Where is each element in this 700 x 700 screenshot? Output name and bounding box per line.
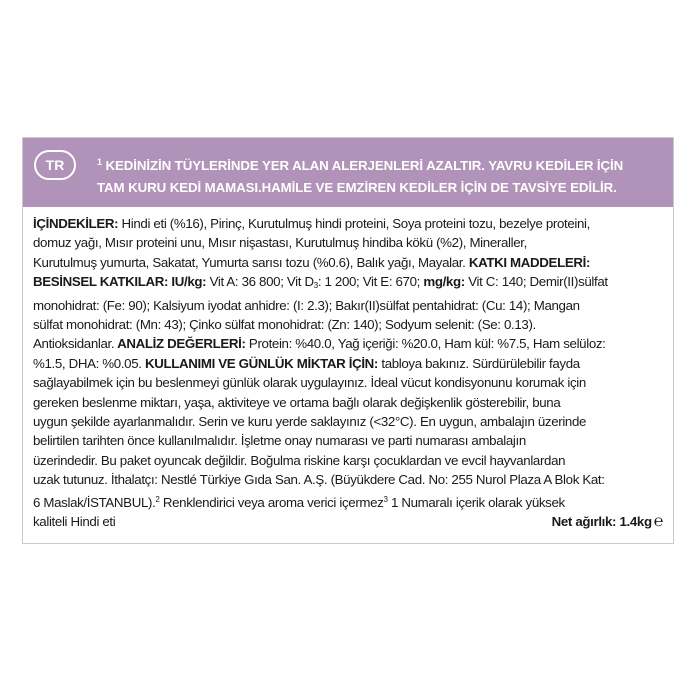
text-line: İÇİNDEKİLER: Hindi eti (%16), Pirinç, Kurutulmuş hindi proteini, Soya proteini tozu, bezelye proteini,: [33, 216, 591, 231]
text-line: monohidrat: (Fe: 90); Kalsiyum iyodat anhidre: (I: 2.3); Bakır(II)sülfat pentahidrat: (Cu: 14); Mangan: [33, 297, 580, 313]
text-line: Kurutulmuş yumurta, Sakatat, Yumurta sarısı tozu (%0.6), Balık yağı, Mayalar. KATKI MADDELERİ:: [33, 254, 591, 270]
net-weight: Net ağırlık: 1.4kg ℮: [551, 513, 663, 531]
text-line: uzak tutunuz. İthalatçı: Nestlé Türkiye Gıda San. A.Ş. (Büyükdere Cad. No: 255 Nurol Plaza A Blok Kat:: [33, 472, 605, 488]
text-line: Antioksidanlar. ANALİZ DEĞERLERİ: Protein: %40.0, Yağ içeriği: %20.0, Ham kül: %7.5, Ham selüloz:: [33, 336, 606, 352]
text-line: belirtilen tarihten önce kullanılmalıdır. İşletme onay numarası ve parti numarası ambalajın: [33, 433, 526, 449]
text-line: 6 Maslak/İSTANBUL).$^2$ Renklendirici veya aroma verici içermez$^3$ 1 Numaralı içerik olarak yüksek: [33, 494, 565, 510]
text-line: sağlayabilmek için bu beslenmeyi günlük olarak uygulayınız. İdeal vücut kondisyonunu korumak için: [33, 375, 586, 391]
claim-banner: [23, 138, 673, 207]
product-label: [22, 137, 674, 544]
text-line: uygun şekilde ayarlanmalıdır. Serin ve kuru yerde saklayınız (<32°C). En uygun, ambalajın üzerinde: [33, 414, 587, 430]
text-line: BESİNSEL KATKILAR: IU/kg: Vit A: 36 800; Vit $D_3$: 1 200; Vit E: 670; mg/kg: Vit C: 140; Demir(II)sülfat: [33, 274, 608, 291]
text-line: kaliteli Hindi eti Net ağırlık: 1.4kg ℮: [33, 513, 663, 531]
language-badge: TR: [34, 150, 76, 180]
banner-line-1: $^1$ KEDİNİZİN TÜYLERİNDE YER ALAN ALERJENLERİ AZALTIR. YAVRU KEDİLER İÇİN: [97, 157, 624, 173]
banner-line-2: TAM KURU KEDİ MAMASI.HAMİLE VE EMZİREN KEDİLER İÇİN DE TAVSİYE EDİLİR.: [97, 180, 617, 195]
ingredients-text: [33, 214, 663, 532]
text-line: gereken beslenme miktarı, yaşa, aktiviteye ve ortama bağlı olarak değişkenlik gösterebilir, buna: [33, 394, 561, 410]
text-line: sülfat monohidrat: (Mn: 43); Çinko sülfat monohidrat: (Zn: 140); Sodyum selenit: (Se: 0.13).: [33, 317, 536, 333]
text-line: domuz yağı, Mısır proteini unu, Mısır nişastası, Kurutulmuş hindiba kökü (%2), Mineraller,: [33, 235, 527, 251]
estimated-sign-icon: ℮: [653, 513, 663, 531]
text-line: üzerindedir. Bu paket oyuncak değildir. Boğulma riskine karşı çocuklardan ve evcil hayvanlardan: [33, 452, 566, 468]
footnote-marker: 1: [97, 157, 102, 167]
text-line: %1.5, DHA: %0.05. KULLANIMI VE GÜNLÜK MİKTAR İÇİN: tabloya bakınız. Sürdürülebilir fayda: [33, 355, 580, 371]
banner-claim-text: [97, 151, 669, 199]
